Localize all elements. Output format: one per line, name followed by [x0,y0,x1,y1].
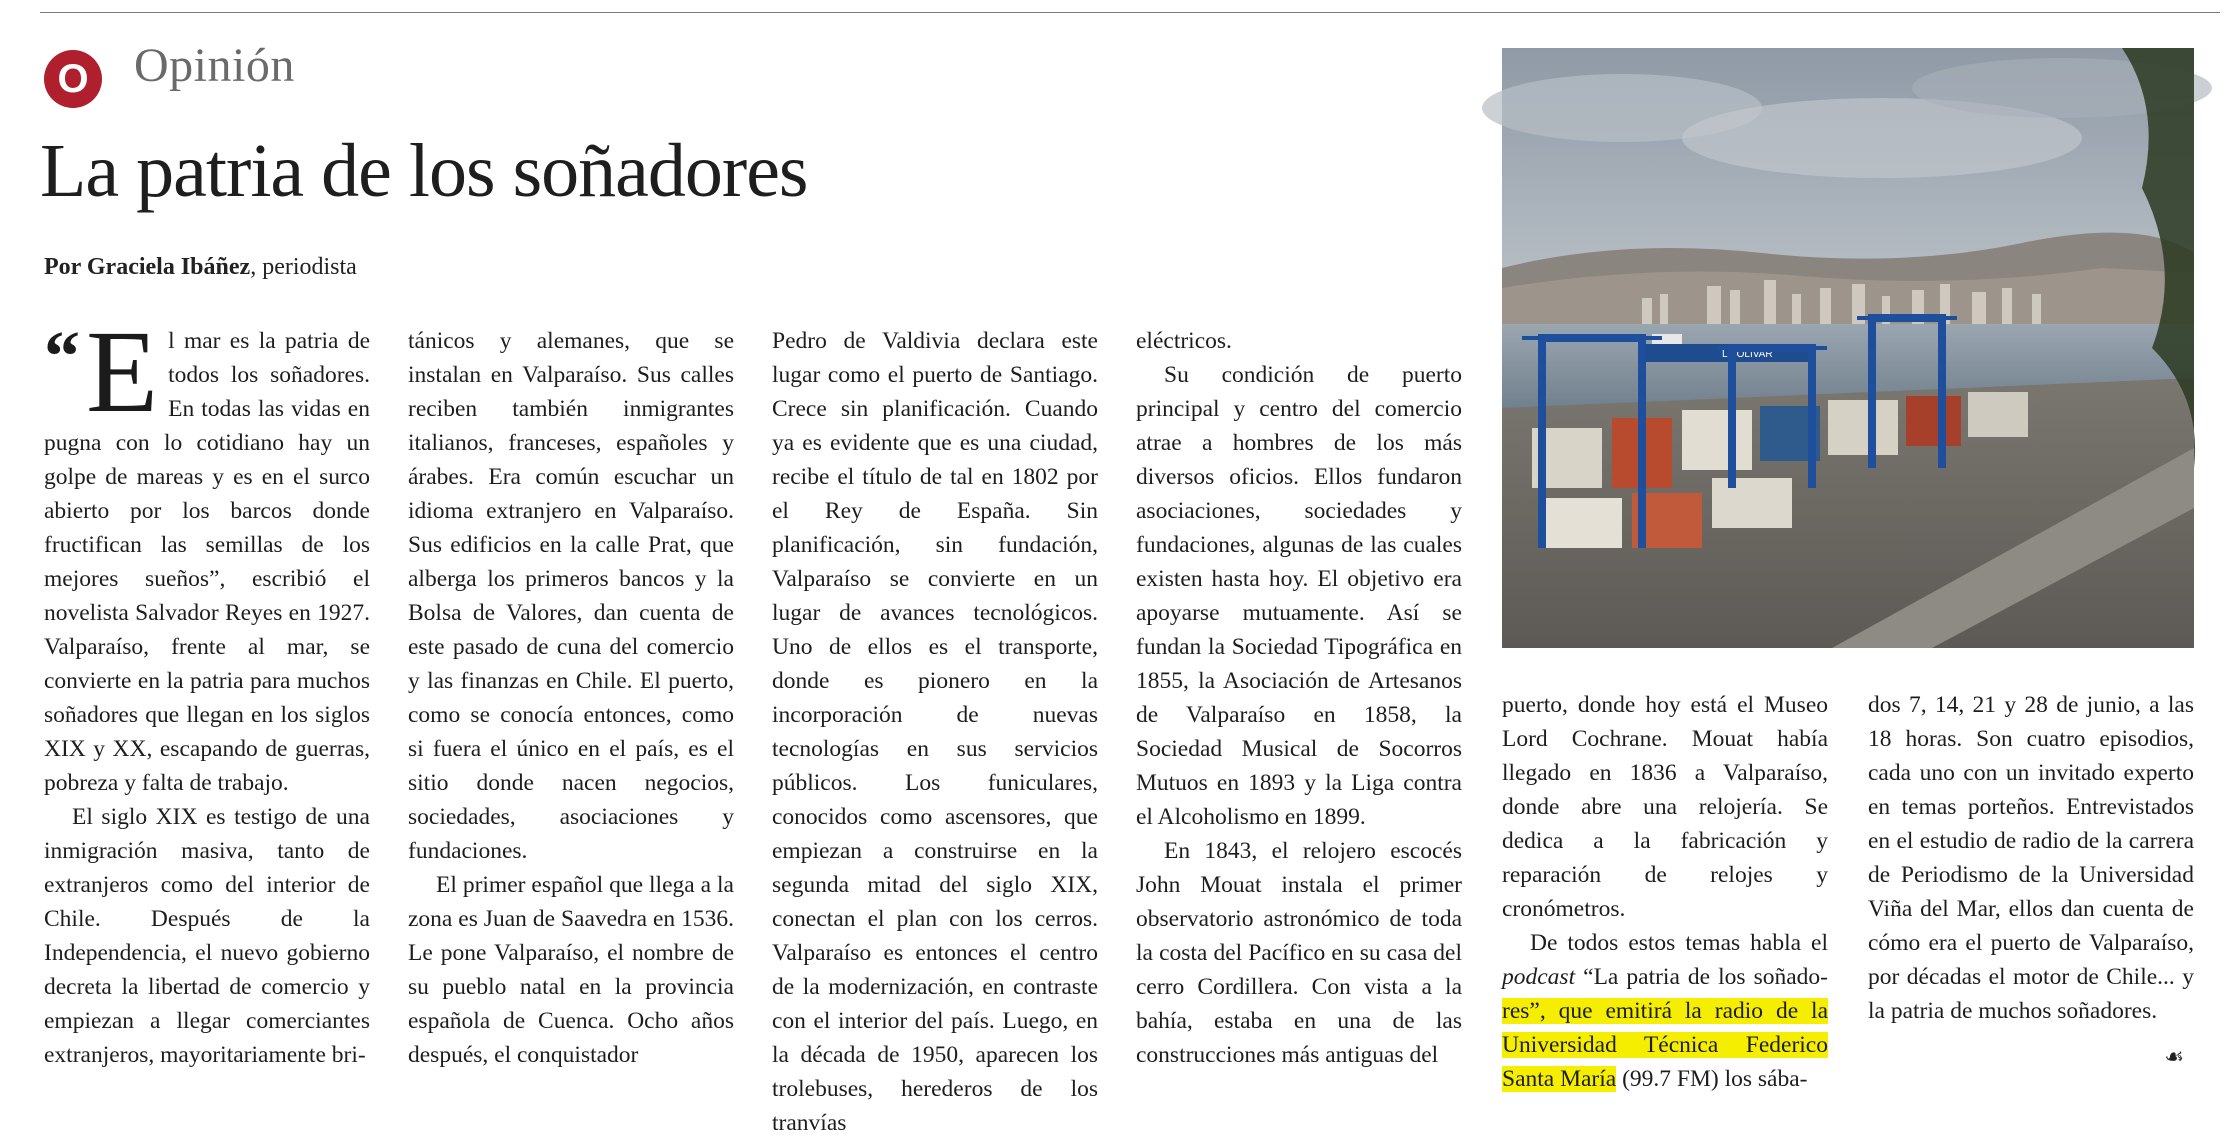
valparaiso-port-photo [1502,48,2194,648]
highlighted-text: res”, que emitirá la radio de la [1502,998,1828,1024]
drop-cap: E [86,306,159,437]
end-of-article-icon: ☙ [2164,1045,2184,1070]
lead-text: l mar es la patria de todos los soñadores. En todas las vidas en pugna con lo cotidiano hay un golpe de mareas y es en el surco abierto por los barcos donde fructifican las semillas de los mejores sueños”, escribió el novelista Salvador Reyes en 1927. Valparaíso, frente al mar, se convierte en la patria para muchos soñadores que llegan en los siglos XIX y XX, escapando de guerras, pobreza y falta de trabajo. [44,328,370,796]
byline-author: Por Graciela Ibáñez [44,254,251,280]
paragraph: En 1843, el relojero escocés John Mouat instala el primer observatorio astronómico de toda la costa del Pacífico en su casa del cerro Cordillera. Con vista a la bahía, estaba en una de las construcciones más antiguas del [1136,838,1462,1068]
article-column-4 [1136,324,1462,1076]
byline [44,254,357,281]
top-rule [40,12,2220,13]
text-run: De todos estos temas habla el [1530,930,1828,956]
paragraph-lead [44,306,370,800]
text-run: “La patria de los soñado- [1575,964,1828,990]
paragraph: tánicos y alemanes, que se instalan en Valparaíso. Sus calles reciben también inmigrantes italianos, franceses, españoles y árabes. Era común escuchar un idioma extranjero en Valparaíso. Sus edificios en la calle Prat, que alberga los primeros bancos y la Bolsa de Valores, dan cuenta de este pasado de cuna del comercio y las finanzas en Chile. El puerto, como se conocía entonces, como si fuera el único en el país, es el sitio donde nacen negocios, sociedades, asociaciones y fundaciones. [408,328,734,864]
paragraph: puerto, donde hoy está el Museo Lord Cochrane. Mouat había llegado en 1836 a Valparaíso, donde abre una relojería. Se dedica a la fabricación y reparación de relojes y cronómetros. [1502,692,1828,922]
highlighted-text: Santa María [1502,1066,1617,1092]
opening-quote-mark: “ [44,316,80,396]
highlighted-text: Universidad Técnica Federico [1502,1032,1828,1058]
section-name: Opinión [134,39,295,92]
paragraph: dos 7, 14, 21 y 28 de junio, a las 18 horas. Son cuatro episodios, cada uno con un invitado experto en temas porteños. Entrevistados en el estudio de radio de la carrera de Periodismo de la Universidad Viña del Mar, ellos dan cuenta de cómo era el puerto de Valparaíso, por décadas el motor de Chile... y la patria de muchos soñadores. [1868,692,2194,1024]
article-column-2 [408,324,734,1076]
article-column-1 [44,306,370,1076]
article-column-6 [1868,688,2194,1076]
section-badge: O [44,50,102,108]
paragraph: Pedro de Valdivia declara este lugar como el puerto de Santiago. Crece sin planificación. Cuando ya es evidente que es una ciudad, recibe el título de tal en 1802 por el Rey de España. Sin planificación, sin fundación, Valparaíso se convierte en un lugar de avances tecnológicos. Uno de ellos es el transporte, donde es pionero en la incorporación de nuevas tecnologías en sus servicios públicos. Los funiculares, conocidos como ascensores, que empiezan a construirse en la segunda mitad del siglo XIX, conectan el plan con los cerros. Valparaíso es entonces el centro de la modernización, en contraste con el interior del país. Luego, en la década de 1950, aparecen los trolebuses, herederos de los tranvías [772,328,1098,1136]
paragraph-podcast [1502,926,1828,1096]
paragraph: El primer español que llega a la zona es Juan de Saavedra en 1536. Le pone Valparaíso, el nombre de su pueblo natal en la provincia española de Cuenca. Ocho años después, el conquistador [408,872,734,1068]
paragraph: El siglo XIX es testigo de una inmigración masiva, tanto de extranjeros como del interior de Chile. Después de la Independencia, el nuevo gobierno decreta la libertad de comercio y empiezan a llegar comerciantes extranjeros, mayoritariamente bri- [44,804,370,1068]
paragraph: Su condición de puerto principal y centro del comercio atrae a hombres de los más diversos oficios. Ellos fundaron asociaciones, sociedades y fundaciones, algunas de las cuales existen hasta hoy. El objetivo era apoyarse mutuamente. Así se fundan la Sociedad Tipográfica en 1855, la Asociación de Artesanos de Valparaíso en 1858, la Sociedad Musical de Socorros Mutuos en 1893 y la Liga contra el Alcoholismo en 1899. [1136,362,1462,830]
article-column-5 [1502,688,1828,1092]
headline: La patria de los soñadores [40,129,808,213]
svg-text:L BOLIVAR: L BOLIVAR [1722,349,1773,360]
byline-role: , periodista [250,254,357,280]
article-column-3 [772,324,1098,1136]
text-run: (99.7 FM) los sába- [1616,1066,1808,1092]
paragraph: eléctricos. [1136,328,1232,354]
podcast-word: podcast [1502,964,1576,990]
